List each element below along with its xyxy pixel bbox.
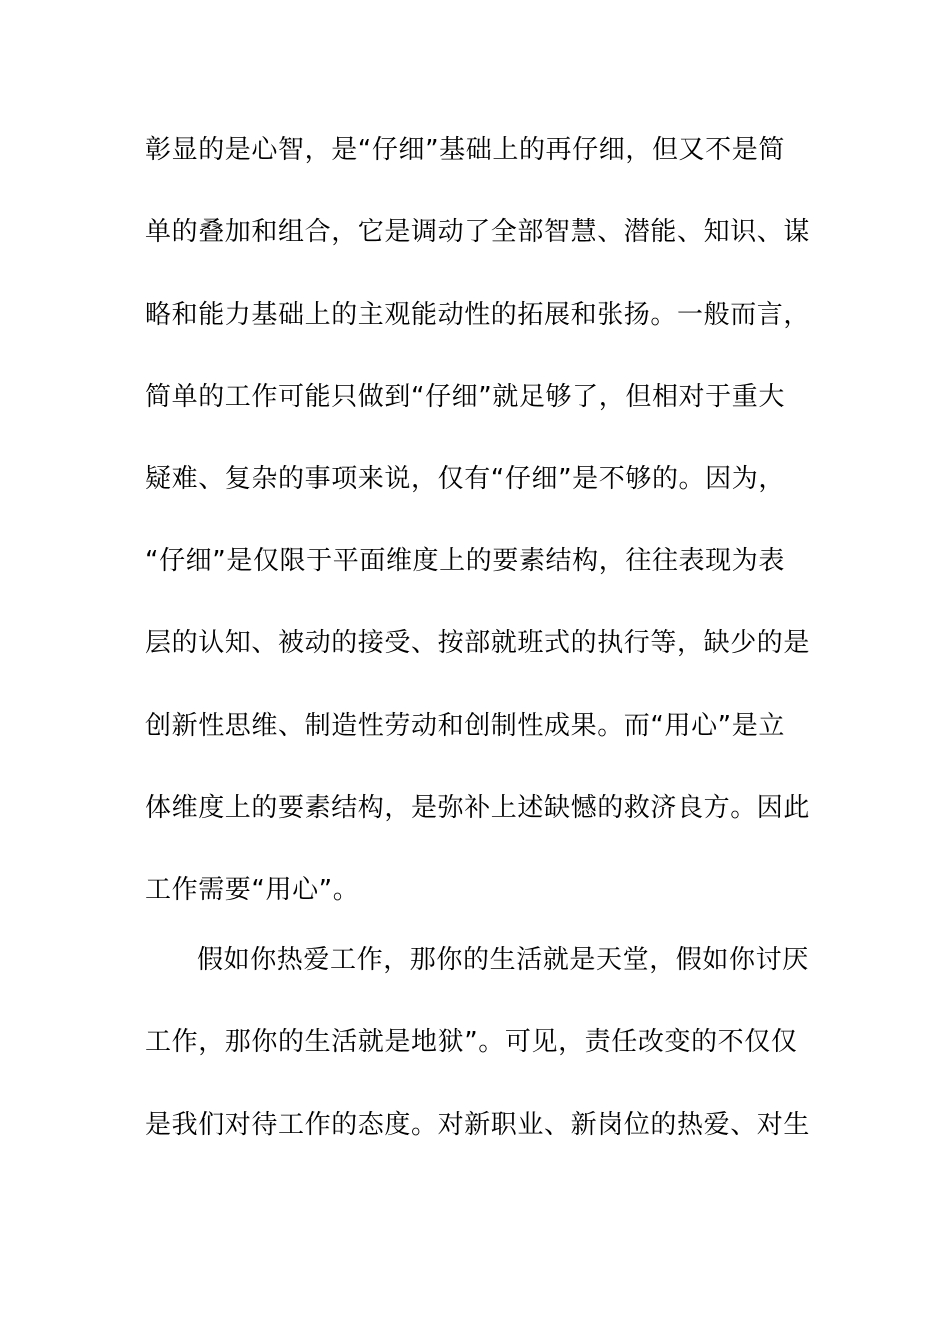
paragraph-2-line-1: 假如你热爱工作，那你的生活就是天堂，假如你讨厌 [197,945,809,975]
paragraph-2-line-2: 工作，那你的生活就是地狱”。可见，责任改变的不仅仅 [145,1027,798,1057]
paragraph-1-line-8: 创新性思维、制造性劳动和创制性成果。而“用心”是立 [145,711,785,741]
paragraph-1-line-4: 简单的工作可能只做到“仔细”就足够了，但相对于重大 [145,382,785,412]
paragraph-1-line-3: 略和能力基础上的主观能动性的拓展和张扬。一般而言， [145,300,811,330]
paragraph-1-line-9: 体维度上的要素结构，是弥补上述缺憾的救济良方。因此 [145,793,811,823]
paragraph-2-line-3: 是我们对待工作的态度。对新职业、新岗位的热爱、对生 [145,1110,811,1140]
paragraph-1-line-2: 单的叠加和组合，它是调动了全部智慧、潜能、知识、谋 [145,217,811,247]
paragraph-1-line-6: “仔细”是仅限于平面维度上的要素结构，往往表现为表 [145,546,785,576]
paragraph-1-line-7: 层的认知、被动的接受、按部就班式的执行等，缺少的是 [145,628,811,658]
paragraph-1-line-5: 疑难、复杂的事项来说，仅有“仔细”是不够的。因为， [145,464,785,494]
paragraph-1-line-1: 彰显的是心智，是“仔细”基础上的再仔细，但又不是简 [145,135,785,165]
paragraph-1-line-10: 工作需要“用心”。 [145,875,360,905]
